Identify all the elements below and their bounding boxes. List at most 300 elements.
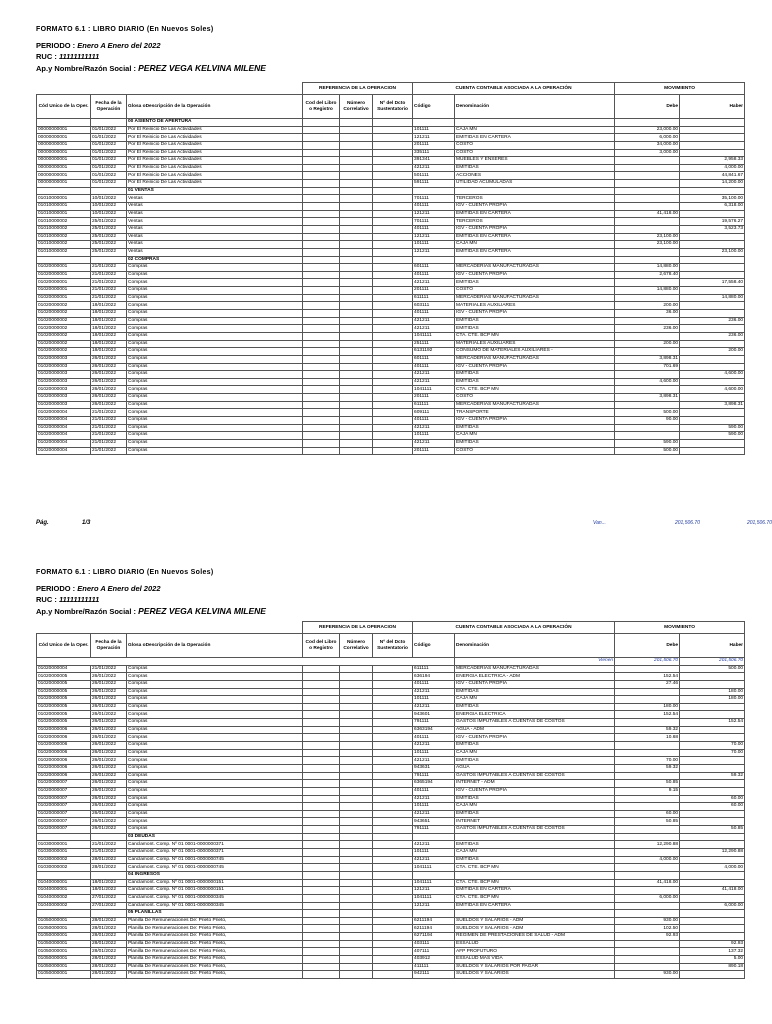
cell-denominacion: EMITIDAS EN CARTERA	[455, 902, 615, 910]
cell-fecha: 18/01/2022	[91, 879, 127, 887]
cell-numero	[340, 940, 373, 948]
cell-fecha: 18/01/2022	[91, 325, 127, 333]
group-referencia: REFERENCIA DE LA OPERACION	[303, 83, 413, 95]
cell-debe	[615, 795, 680, 803]
cell-debe: 12,290.88	[615, 841, 680, 849]
cell-cod-unico: 01010000002	[37, 218, 91, 226]
van-label: Van...	[593, 520, 606, 526]
vienen-label: Vienen	[455, 658, 615, 666]
cell-cod-libro	[303, 126, 340, 134]
cell-numero	[340, 332, 373, 340]
cell-denominacion: INTERNET - ADM	[455, 780, 615, 788]
cell-debe: 236.00	[615, 325, 680, 333]
cell-debe	[615, 348, 680, 356]
cell-fecha: 18/01/2022	[91, 348, 127, 356]
cell-numero	[340, 157, 373, 165]
cell-cod-unico: 01020000002	[37, 332, 91, 340]
cell-debe: 590.00	[615, 439, 680, 447]
cell-ndcto	[373, 818, 413, 826]
cell-numero	[340, 401, 373, 409]
cell-cod-libro	[303, 248, 340, 256]
cell-codigo: 1041111	[413, 894, 455, 902]
cell-fecha: 26/01/2022	[91, 703, 127, 711]
table-row	[37, 826, 745, 834]
cell-glosa: Planilla De Remuneraciones De: Prieto Prieto,	[127, 963, 303, 971]
col-denominacion: Denominación	[455, 634, 615, 658]
cell-fecha: 21/01/2022	[91, 841, 127, 849]
cell-debe: 500.00	[615, 409, 680, 417]
cell-numero	[340, 264, 373, 272]
cell-fecha: 26/01/2022	[91, 772, 127, 780]
table-row	[37, 325, 745, 333]
cell-glosa: Compras	[127, 432, 303, 440]
cell-glosa: Compras	[127, 772, 303, 780]
table-row	[37, 963, 745, 971]
cell-glosa: Planilla De Remuneraciones De: Prieto Prieto,	[127, 955, 303, 963]
razon-value: PEREZ VEGA KELVINA MILENE	[138, 63, 266, 73]
cell-denominacion: IGV - CUENTA PROPIA	[455, 271, 615, 279]
cell-ndcto	[373, 925, 413, 933]
cell-cod-libro	[303, 241, 340, 249]
cell-fecha: 26/01/2022	[91, 688, 127, 696]
cell-fecha: 21/01/2022	[91, 264, 127, 272]
cell-cod-unico: 01050000001	[37, 925, 91, 933]
cell-cod-unico: 01020000006	[37, 749, 91, 757]
cell-glosa: Compras	[127, 711, 303, 719]
col-haber: Haber	[680, 95, 745, 119]
cell-codigo: 701111	[413, 195, 455, 203]
cell-codigo: 121211	[413, 210, 455, 218]
cell-fecha: 26/01/2022	[91, 780, 127, 788]
cell-debe	[615, 225, 680, 233]
cell-ndcto	[373, 218, 413, 226]
cell-numero	[340, 271, 373, 279]
cell-cod-libro	[303, 864, 340, 872]
cell-denominacion: EMITIDAS EN CARTERA	[455, 248, 615, 256]
cell-cod-unico: 01020000003	[37, 378, 91, 386]
cell-codigo: 121211	[413, 248, 455, 256]
table-row	[37, 764, 745, 772]
cell-fecha: 21/01/2022	[91, 424, 127, 432]
razon-value: PEREZ VEGA KELVINA MILENE	[138, 606, 266, 616]
table-row	[37, 294, 745, 302]
cell-glosa: Por El Reinicio De Las Actividades	[127, 149, 303, 157]
cell-ndcto	[373, 447, 413, 455]
cell-fecha: 26/01/2022	[91, 386, 127, 394]
cell-numero	[340, 141, 373, 149]
cell-haber: 590.00	[680, 432, 745, 440]
table-row	[37, 248, 745, 256]
table-row	[37, 933, 745, 941]
cell-debe: 200.00	[615, 302, 680, 310]
cell-debe: 10.68	[615, 734, 680, 742]
cell-fecha: 26/01/2022	[91, 764, 127, 772]
cell-cod-unico: 01010000001	[37, 195, 91, 203]
cell-denominacion: MERCADERIAS MANUFACTURADAS	[455, 294, 615, 302]
cell-cod-unico: 01020000005	[37, 719, 91, 727]
cell-cod-libro	[303, 386, 340, 394]
cell-debe: 41,418.00	[615, 879, 680, 887]
section-title: 04 INGRESOS	[127, 871, 303, 879]
cell-cod-unico: 01020000001	[37, 271, 91, 279]
cell-debe: 92.93	[615, 933, 680, 941]
cell-glosa: Planilla De Remuneraciones De: Prieto Prieto,	[127, 917, 303, 925]
cell-cod-libro	[303, 264, 340, 272]
cell-numero	[340, 734, 373, 742]
cell-debe: 59.32	[615, 726, 680, 734]
cell-cod-libro	[303, 955, 340, 963]
cell-debe	[615, 665, 680, 673]
col-numero: Número Correlativo	[340, 634, 373, 658]
col-numero: Número Correlativo	[340, 95, 373, 119]
cell-ndcto	[373, 955, 413, 963]
total-haber: 201,506.70	[746, 520, 772, 526]
col-fecha: Fecha de la Operación	[91, 634, 127, 658]
cell-ndcto	[373, 803, 413, 811]
cell-debe: 2,678.40	[615, 271, 680, 279]
cell-haber: 35,100.00	[680, 195, 745, 203]
cell-debe: 152.54	[615, 711, 680, 719]
cell-cod-unico: 01020000005	[37, 703, 91, 711]
cell-glosa: Compras	[127, 401, 303, 409]
cell-codigo: 6271194	[413, 933, 455, 941]
cell-fecha: 26/01/2022	[91, 810, 127, 818]
cell-cod-libro	[303, 203, 340, 211]
cell-fecha: 01/01/2022	[91, 149, 127, 157]
cell-denominacion: CAJA MN	[455, 696, 615, 704]
cell-glosa: Compras	[127, 287, 303, 295]
cell-cod-libro	[303, 317, 340, 325]
cell-cod-libro	[303, 439, 340, 447]
table-row	[37, 340, 745, 348]
cell-denominacion: IGV - CUENTA PROPIA	[455, 225, 615, 233]
cell-numero	[340, 432, 373, 440]
table-row	[37, 902, 745, 910]
table-row	[37, 363, 745, 371]
cell-glosa: Canclamont. Comp. Nº 01 0001-0000000345	[127, 902, 303, 910]
col-haber: Haber	[680, 634, 745, 658]
cell-debe	[615, 332, 680, 340]
cell-ndcto	[373, 340, 413, 348]
cell-cod-unico: 00000000001	[37, 141, 91, 149]
cell-codigo: 421211	[413, 325, 455, 333]
cell-codigo: 101111	[413, 803, 455, 811]
cell-denominacion: SUELDOS Y SALARIOS - ADM	[455, 925, 615, 933]
ledger-body-1	[37, 119, 745, 455]
cell-glosa: Compras	[127, 332, 303, 340]
cell-numero	[340, 703, 373, 711]
cell-codigo: 1041111	[413, 386, 455, 394]
cell-glosa: Compras	[127, 787, 303, 795]
cell-codigo: 6363194	[413, 726, 455, 734]
cell-ndcto	[373, 680, 413, 688]
cell-cod-libro	[303, 711, 340, 719]
cell-ndcto	[373, 172, 413, 180]
cell-numero	[340, 409, 373, 417]
cell-haber	[680, 917, 745, 925]
cell-fecha: 01/01/2022	[91, 141, 127, 149]
table-row	[37, 241, 745, 249]
cell-debe: 70.00	[615, 757, 680, 765]
cell-cod-libro	[303, 726, 340, 734]
cell-glosa: Compras	[127, 279, 303, 287]
table-row	[37, 780, 745, 788]
cell-numero	[340, 233, 373, 241]
cell-ndcto	[373, 164, 413, 172]
cell-cod-libro	[303, 703, 340, 711]
cell-fecha: 21/01/2022	[91, 416, 127, 424]
group-cuenta: CUENTA CONTABLE ASOCIADA A LA OPERACIÓN	[413, 622, 615, 634]
cell-haber: 60.00	[680, 803, 745, 811]
cell-numero	[340, 841, 373, 849]
cell-haber	[680, 673, 745, 681]
cell-cod-libro	[303, 856, 340, 864]
cell-cod-libro	[303, 887, 340, 895]
cell-codigo: 6211194	[413, 917, 455, 925]
cell-ndcto	[373, 963, 413, 971]
cell-denominacion: ESSALUD	[455, 940, 615, 948]
cell-codigo: 421211	[413, 795, 455, 803]
cell-codigo: 791111	[413, 719, 455, 727]
table-row	[37, 940, 745, 948]
table-row	[37, 233, 745, 241]
col-denominacion: Denominación	[455, 95, 615, 119]
col-cod-unico: Cód Unico de la Oper.	[37, 95, 91, 119]
cell-debe: 3,898.31	[615, 394, 680, 402]
periodo-label: PERIODO :	[36, 584, 76, 593]
cell-debe: 60.00	[615, 810, 680, 818]
cell-codigo: 421211	[413, 164, 455, 172]
cell-fecha: 26/01/2022	[91, 673, 127, 681]
cell-haber	[680, 925, 745, 933]
table-row	[37, 742, 745, 750]
cell-fecha: 27/01/2022	[91, 894, 127, 902]
cell-ndcto	[373, 856, 413, 864]
table-row	[37, 856, 745, 864]
cell-glosa: Compras	[127, 325, 303, 333]
cell-cod-libro	[303, 302, 340, 310]
table-row	[37, 126, 745, 134]
cell-numero	[340, 749, 373, 757]
cell-debe: 500.00	[615, 447, 680, 455]
table-row	[37, 348, 745, 356]
cell-glosa: Canclamont. Comp. Nº 01 0001-0000000371	[127, 841, 303, 849]
cell-codigo: 121211	[413, 902, 455, 910]
cell-ndcto	[373, 849, 413, 857]
cell-fecha: 28/01/2022	[91, 971, 127, 979]
cell-ndcto	[373, 409, 413, 417]
cell-cod-unico: 01040000002	[37, 902, 91, 910]
cell-fecha: 25/01/2022	[91, 248, 127, 256]
cell-glosa: Compras	[127, 703, 303, 711]
cell-haber: 44,841.67	[680, 172, 745, 180]
cell-denominacion: TRANSPORTE	[455, 409, 615, 417]
cell-haber: 23,100.00	[680, 248, 745, 256]
cell-fecha: 21/01/2022	[91, 439, 127, 447]
table-row	[37, 355, 745, 363]
cell-ndcto	[373, 772, 413, 780]
cell-cod-unico: 01020000002	[37, 348, 91, 356]
cell-ndcto	[373, 363, 413, 371]
cell-codigo: 501111	[413, 172, 455, 180]
cell-cod-libro	[303, 948, 340, 956]
cell-glosa: Compras	[127, 826, 303, 834]
cell-denominacion: EMITIDAS	[455, 325, 615, 333]
col-codigo: Código	[413, 95, 455, 119]
table-row	[37, 378, 745, 386]
cell-cod-unico: 01020000003	[37, 386, 91, 394]
cell-haber: 2,958.33	[680, 157, 745, 165]
periodo-label: PERIODO :	[36, 41, 76, 50]
cell-fecha: 21/01/2022	[91, 665, 127, 673]
cell-cod-unico: 01050000001	[37, 933, 91, 941]
cell-denominacion: EMITIDAS	[455, 795, 615, 803]
cell-debe: 200.00	[615, 340, 680, 348]
cell-numero	[340, 180, 373, 188]
cell-cod-libro	[303, 378, 340, 386]
cell-denominacion: CTA. CTE. BCP MN	[455, 879, 615, 887]
cell-cod-libro	[303, 749, 340, 757]
cell-codigo: 421211	[413, 688, 455, 696]
cell-ndcto	[373, 787, 413, 795]
cell-debe: 27.46	[615, 680, 680, 688]
ruc-line	[36, 595, 99, 604]
cell-ndcto	[373, 386, 413, 394]
cell-haber	[680, 726, 745, 734]
pag-label: Pág.	[36, 520, 49, 526]
cell-debe	[615, 203, 680, 211]
cell-codigo: 943601	[413, 711, 455, 719]
cell-fecha: 21/01/2022	[91, 287, 127, 295]
cell-codigo: 603111	[413, 302, 455, 310]
cell-glosa: Compras	[127, 294, 303, 302]
cell-denominacion: EMITIDAS	[455, 688, 615, 696]
cell-haber	[680, 355, 745, 363]
cell-cod-libro	[303, 340, 340, 348]
cell-codigo: 101111	[413, 126, 455, 134]
cell-cod-unico: 01010000002	[37, 225, 91, 233]
cell-haber: 236.00	[680, 332, 745, 340]
col-cod-libro: Cod del Libro o Registro	[303, 95, 340, 119]
cell-denominacion: EMITIDAS	[455, 841, 615, 849]
cell-fecha: 26/01/2022	[91, 680, 127, 688]
cell-denominacion: AGUA	[455, 764, 615, 772]
cell-cod-unico: 01020000005	[37, 696, 91, 704]
table-row	[37, 894, 745, 902]
cell-fecha: 26/01/2022	[91, 787, 127, 795]
cell-codigo: 421211	[413, 856, 455, 864]
cell-numero	[340, 302, 373, 310]
cell-glosa: Compras	[127, 726, 303, 734]
cell-haber	[680, 287, 745, 295]
table-row	[37, 841, 745, 849]
cell-cod-libro	[303, 680, 340, 688]
cell-debe	[615, 248, 680, 256]
cell-ndcto	[373, 195, 413, 203]
vienen-debe: 201,506.70	[615, 658, 680, 666]
cell-glosa: Compras	[127, 424, 303, 432]
table-row	[37, 317, 745, 325]
cell-numero	[340, 203, 373, 211]
cell-numero	[340, 933, 373, 941]
cell-denominacion: SUELDOS Y SALARIOS	[455, 971, 615, 979]
table-row	[37, 925, 745, 933]
cell-fecha: 26/01/2022	[91, 378, 127, 386]
cell-codigo: 335111	[413, 149, 455, 157]
cell-cod-libro	[303, 940, 340, 948]
cell-denominacion: MATERIALES AUXILIARES	[455, 340, 615, 348]
cell-glosa: Canclamont. Comp. Nº 01 0001-0000000151	[127, 879, 303, 887]
cell-cod-unico: 01020000007	[37, 780, 91, 788]
cell-cod-libro	[303, 764, 340, 772]
cell-cod-unico: 01020000004	[37, 432, 91, 440]
group-referencia: REFERENCIA DE LA OPERACION	[303, 622, 413, 634]
cell-denominacion: CAJA MN	[455, 432, 615, 440]
cell-fecha: 26/01/2022	[91, 803, 127, 811]
cell-cod-unico: 01020000006	[37, 772, 91, 780]
cell-codigo: 943651	[413, 818, 455, 826]
cell-debe: 4,000.00	[615, 856, 680, 864]
section-row	[37, 256, 745, 264]
cell-debe: 14,880.00	[615, 264, 680, 272]
cell-cod-unico: 01030000002	[37, 856, 91, 864]
cell-haber	[680, 894, 745, 902]
cell-ndcto	[373, 332, 413, 340]
cell-debe: 36.00	[615, 310, 680, 318]
cell-denominacion: AGUA - ADM	[455, 726, 615, 734]
cell-cod-libro	[303, 795, 340, 803]
cell-haber	[680, 141, 745, 149]
cell-cod-libro	[303, 849, 340, 857]
cell-ndcto	[373, 749, 413, 757]
cell-glosa: Compras	[127, 447, 303, 455]
table-row	[37, 703, 745, 711]
cell-ndcto	[373, 157, 413, 165]
cell-numero	[340, 665, 373, 673]
cell-cod-unico: 01020000006	[37, 764, 91, 772]
cell-cod-libro	[303, 157, 340, 165]
cell-glosa: Canclamont. Comp. Nº 01 0001-0000000745	[127, 864, 303, 872]
table-row	[37, 688, 745, 696]
table-row	[37, 726, 745, 734]
cell-denominacion: EMITIDAS	[455, 371, 615, 379]
cell-debe	[615, 719, 680, 727]
cell-ndcto	[373, 378, 413, 386]
cell-fecha: 21/01/2022	[91, 849, 127, 857]
cell-denominacion: GASTOS IMPUTABLES A CUENTAS DE COSTOS	[455, 719, 615, 727]
cell-cod-unico: 01020000002	[37, 325, 91, 333]
cell-haber: 50.85	[680, 826, 745, 834]
ledger-table-2	[36, 621, 745, 979]
cell-codigo: 636194	[413, 673, 455, 681]
cell-haber	[680, 757, 745, 765]
cell-ndcto	[373, 879, 413, 887]
cell-haber: 6,000.00	[680, 902, 745, 910]
total-debe: 201,506.70	[674, 520, 700, 526]
table-row	[37, 218, 745, 226]
cell-denominacion: GASTOS IMPUTABLES A CUENTAS DE COSTOS	[455, 772, 615, 780]
cell-cod-libro	[303, 180, 340, 188]
table-row	[37, 264, 745, 272]
cell-numero	[340, 371, 373, 379]
cell-glosa: Compras	[127, 348, 303, 356]
cell-ndcto	[373, 302, 413, 310]
cell-fecha: 28/01/2022	[91, 933, 127, 941]
cell-ndcto	[373, 424, 413, 432]
cell-debe	[615, 386, 680, 394]
cell-cod-unico: 01020000006	[37, 742, 91, 750]
cell-ndcto	[373, 126, 413, 134]
